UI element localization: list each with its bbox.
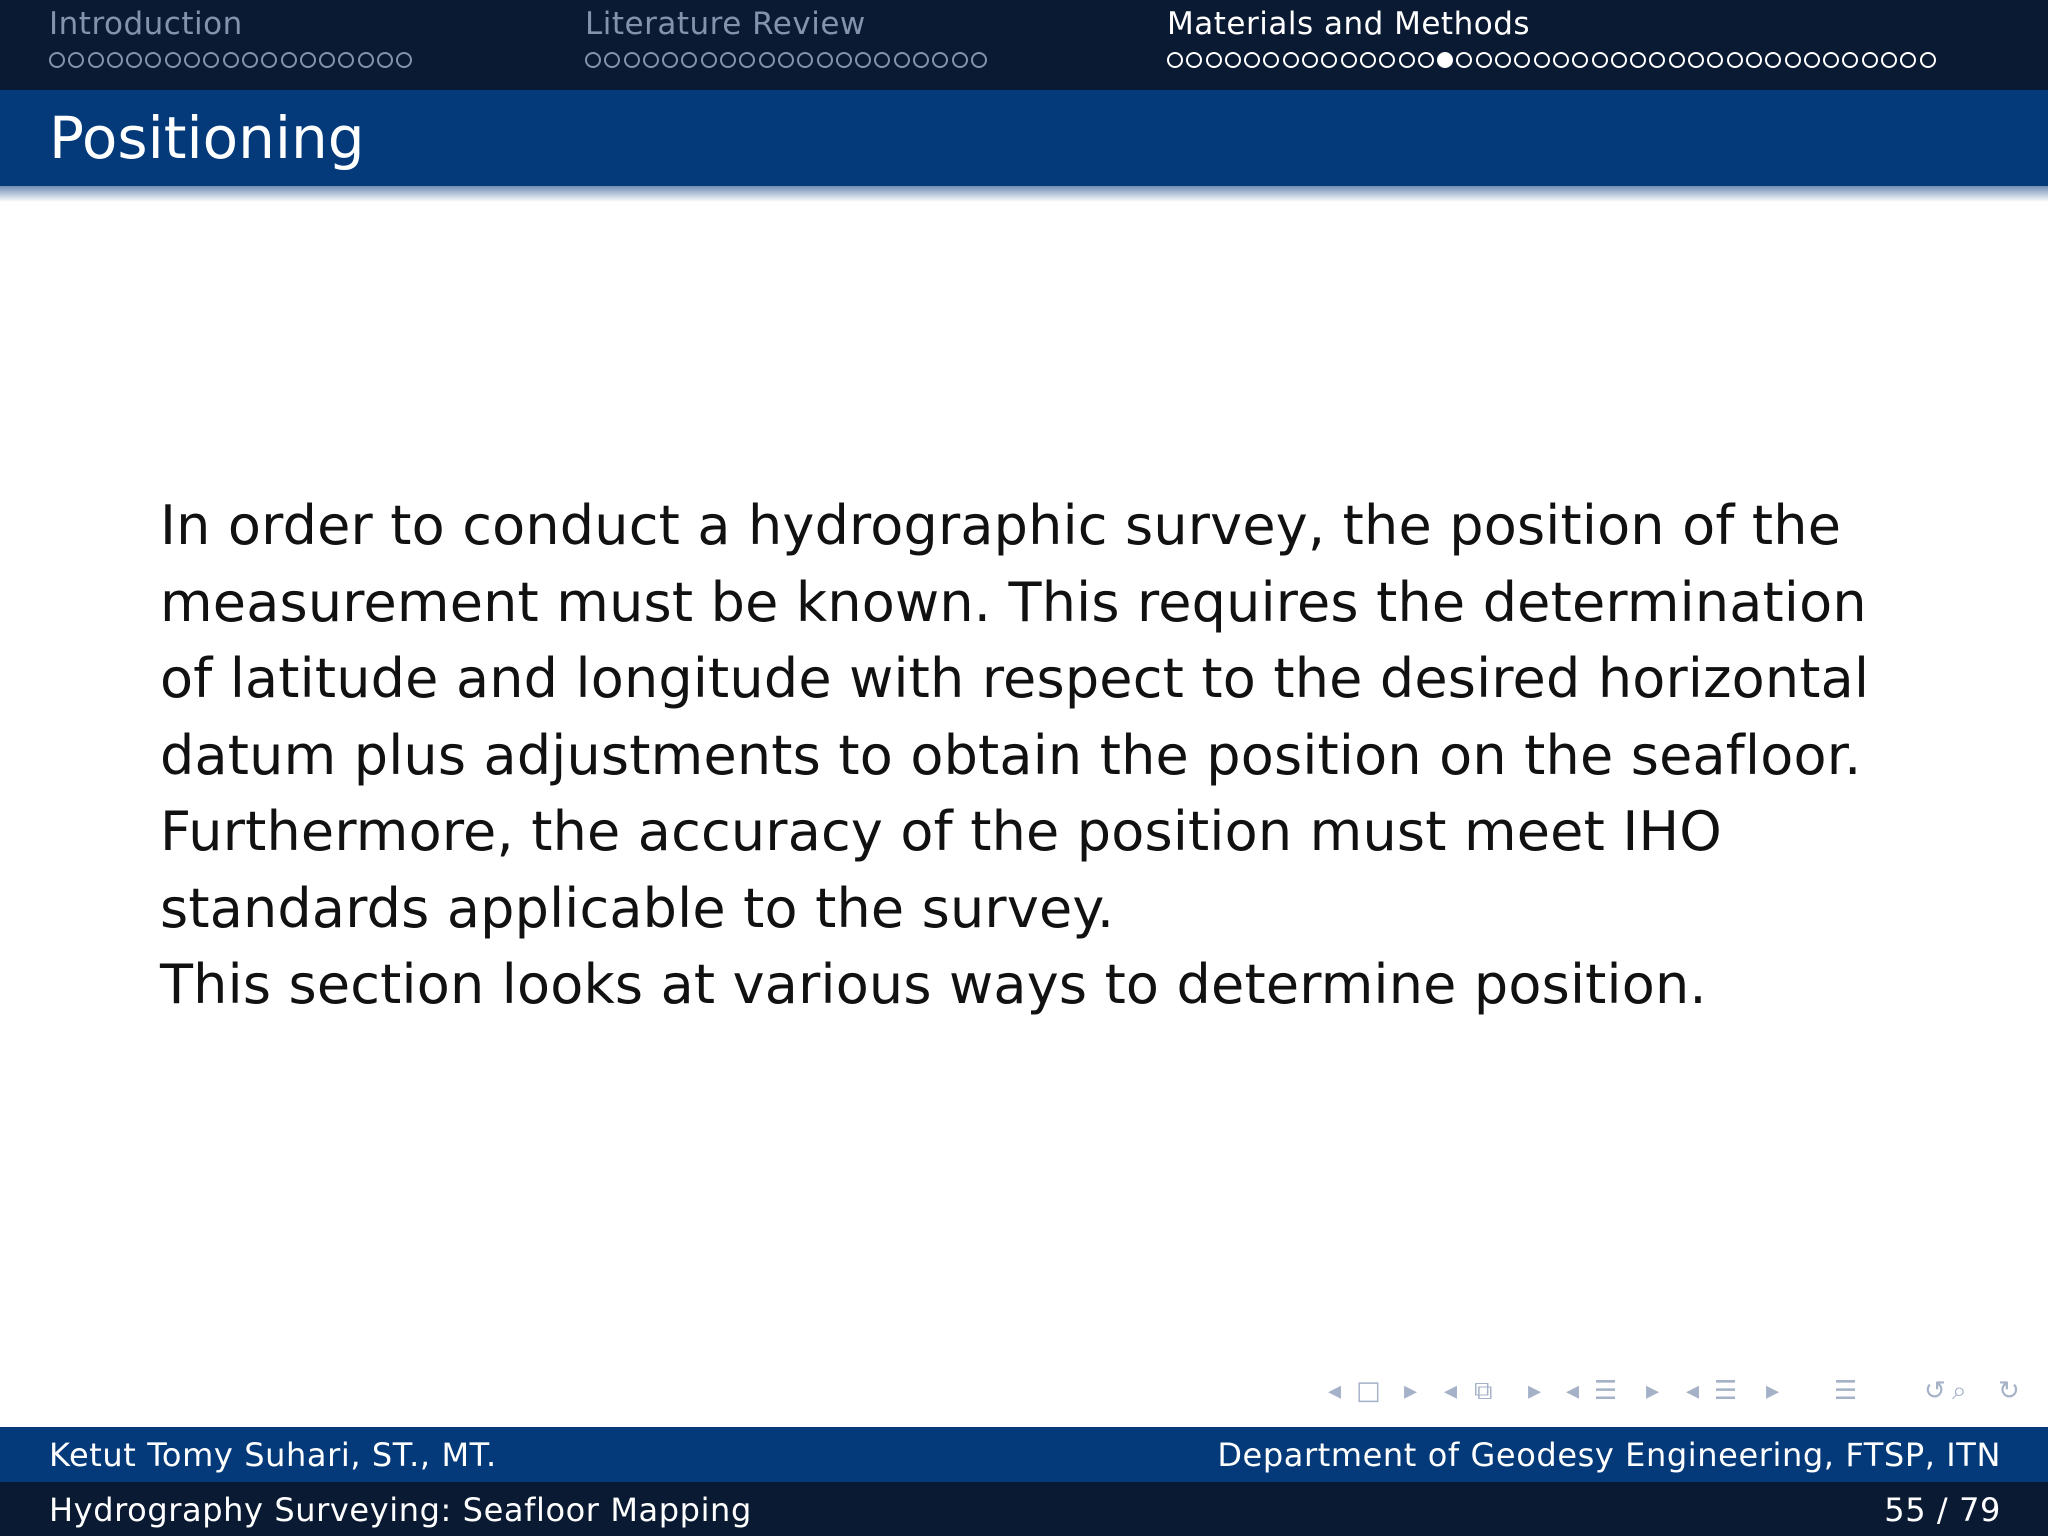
frame-dot[interactable] (720, 52, 736, 68)
frame-dot[interactable] (662, 52, 678, 68)
frame-dot[interactable] (1283, 52, 1299, 68)
footer-author: Ketut Tomy Suhari, ST., MT. (49, 1436, 497, 1474)
frame-dot[interactable] (1804, 52, 1820, 68)
undo-icon[interactable]: ↺ (1924, 1376, 1946, 1406)
frame-dot[interactable] (1321, 52, 1337, 68)
frame-dot[interactable] (932, 52, 948, 68)
subsection-dots (1167, 50, 1936, 70)
frame-dot[interactable] (1418, 52, 1434, 68)
frame-dot[interactable] (1399, 52, 1415, 68)
frame-dot[interactable] (778, 52, 794, 68)
next-frame-icon[interactable]: ▸ (1528, 1376, 1542, 1406)
frame-dot[interactable] (126, 52, 142, 68)
frame-dot[interactable] (1727, 52, 1743, 68)
footer-title-bar (0, 1482, 2048, 1536)
frame-dot[interactable] (1572, 52, 1588, 68)
frame-dot[interactable] (624, 52, 640, 68)
frame-dot[interactable] (1785, 52, 1801, 68)
frame-dot[interactable] (261, 52, 277, 68)
redo-icon[interactable]: ↻ (1998, 1376, 2020, 1406)
frame-dot[interactable] (913, 52, 929, 68)
previous-section-icon[interactable]: ◂ (1686, 1376, 1700, 1406)
next-subsection-icon[interactable]: ▸ (1646, 1376, 1660, 1406)
frame-dot[interactable] (165, 52, 181, 68)
section-navigation-bar (0, 0, 2048, 90)
frame-dot[interactable] (184, 52, 200, 68)
footer-author-bar (0, 1427, 2048, 1482)
frame-dot[interactable] (145, 52, 161, 68)
frame-dot[interactable] (1360, 52, 1376, 68)
frame-dot[interactable] (1920, 52, 1936, 68)
frame-dot[interactable] (739, 52, 755, 68)
nav-section-label[interactable]: Materials and Methods (1167, 6, 1531, 42)
frame-dot[interactable] (1341, 52, 1357, 68)
frame-dot[interactable] (1688, 52, 1704, 68)
frame-dot[interactable] (1167, 52, 1183, 68)
frame-title-bar (0, 90, 2048, 186)
frame-dot[interactable] (1842, 52, 1858, 68)
frame-dot[interactable] (797, 52, 813, 68)
current-frame-dot[interactable] (1437, 52, 1453, 68)
frame-dot[interactable] (319, 52, 335, 68)
frame-dot[interactable] (1746, 52, 1762, 68)
frame-dot[interactable] (1649, 52, 1665, 68)
previous-frame-icon[interactable]: ◂ (1444, 1376, 1458, 1406)
next-section-icon[interactable]: ▸ (1766, 1376, 1780, 1406)
frame-dot[interactable] (1456, 52, 1472, 68)
frame-dot[interactable] (281, 52, 297, 68)
frame-dot[interactable] (1900, 52, 1916, 68)
frame-dot[interactable] (952, 52, 968, 68)
body-paragraph: In order to conduct a hydrographic survey, the position of the measurement must be known. This requires the determination of latitude and longitude with respect to the desired horizontal datum plus adjustments to obtain the position on the seafloor. Furthermore, the accuracy of the position must meet IHO standards applicable to the survey. (160, 494, 1870, 940)
frame-dot[interactable] (1534, 52, 1550, 68)
frame-dot[interactable] (894, 52, 910, 68)
frame-dot[interactable] (1592, 52, 1608, 68)
slide-body (160, 488, 1920, 1024)
frame-dot[interactable] (759, 52, 775, 68)
frame-dot[interactable] (836, 52, 852, 68)
frame-dot[interactable] (1206, 52, 1222, 68)
frame-dot[interactable] (1881, 52, 1897, 68)
title-shadow (0, 186, 2048, 202)
zoom-icon[interactable]: ⌕ (1952, 1376, 1967, 1406)
frame-dot[interactable] (971, 52, 987, 68)
frame-dot[interactable] (358, 52, 374, 68)
section-icon[interactable]: ☰ (1714, 1376, 1738, 1406)
footer-page-number: 55 / 79 (1884, 1491, 2001, 1529)
frame-dot[interactable] (1611, 52, 1627, 68)
frame-icon[interactable]: ⧉ (1474, 1376, 1493, 1406)
frame-dot[interactable] (1379, 52, 1395, 68)
frame-dot[interactable] (396, 52, 412, 68)
frame-dot[interactable] (1553, 52, 1569, 68)
frame-dot[interactable] (874, 52, 890, 68)
frame-dot[interactable] (88, 52, 104, 68)
slide-icon[interactable]: □ (1356, 1376, 1381, 1406)
frame-dot[interactable] (585, 52, 601, 68)
page-title: Positioning (49, 104, 365, 172)
frame-dot[interactable] (1823, 52, 1839, 68)
frame-dot[interactable] (1225, 52, 1241, 68)
frame-dot[interactable] (855, 52, 871, 68)
frame-dot[interactable] (681, 52, 697, 68)
body-paragraph: This section looks at various ways to determine position. (160, 953, 1707, 1016)
frame-dot[interactable] (1514, 52, 1530, 68)
nav-section-label[interactable]: Introduction (49, 6, 243, 42)
footer-short-title: Hydrography Surveying: Seafloor Mapping (49, 1491, 752, 1529)
frame-dot[interactable] (68, 52, 84, 68)
frame-dot[interactable] (242, 52, 258, 68)
frame-dot[interactable] (223, 52, 239, 68)
frame-dot[interactable] (1765, 52, 1781, 68)
previous-slide-icon[interactable]: ◂ (1328, 1376, 1342, 1406)
nav-section-label[interactable]: Literature Review (585, 6, 866, 42)
frame-dot[interactable] (604, 52, 620, 68)
next-slide-icon[interactable]: ▸ (1404, 1376, 1418, 1406)
frame-dot[interactable] (1244, 52, 1260, 68)
subsection-icon[interactable]: ☰ (1594, 1376, 1618, 1406)
frame-dot[interactable] (1476, 52, 1492, 68)
frame-dot[interactable] (701, 52, 717, 68)
frame-dot[interactable] (300, 52, 316, 68)
frame-dot[interactable] (1669, 52, 1685, 68)
frame-dot[interactable] (338, 52, 354, 68)
beamer-navigation-symbols (1320, 1376, 2040, 1416)
frame-dot[interactable] (1186, 52, 1202, 68)
frame-dot[interactable] (643, 52, 659, 68)
frame-dot[interactable] (203, 52, 219, 68)
frame-dot[interactable] (1263, 52, 1279, 68)
frame-dot[interactable] (49, 52, 65, 68)
subsection-dots (49, 50, 412, 70)
frame-dot[interactable] (1707, 52, 1723, 68)
frame-dot[interactable] (1302, 52, 1318, 68)
frame-dot[interactable] (107, 52, 123, 68)
subsection-dots (585, 50, 987, 70)
previous-subsection-icon[interactable]: ◂ (1566, 1376, 1580, 1406)
appendix-icon[interactable]: ☰ (1834, 1376, 1858, 1406)
frame-dot[interactable] (817, 52, 833, 68)
frame-dot[interactable] (1862, 52, 1878, 68)
footer-institute: Department of Geodesy Engineering, FTSP, ITN (1217, 1436, 2001, 1474)
frame-dot[interactable] (1630, 52, 1646, 68)
frame-dot[interactable] (1495, 52, 1511, 68)
frame-dot[interactable] (377, 52, 393, 68)
